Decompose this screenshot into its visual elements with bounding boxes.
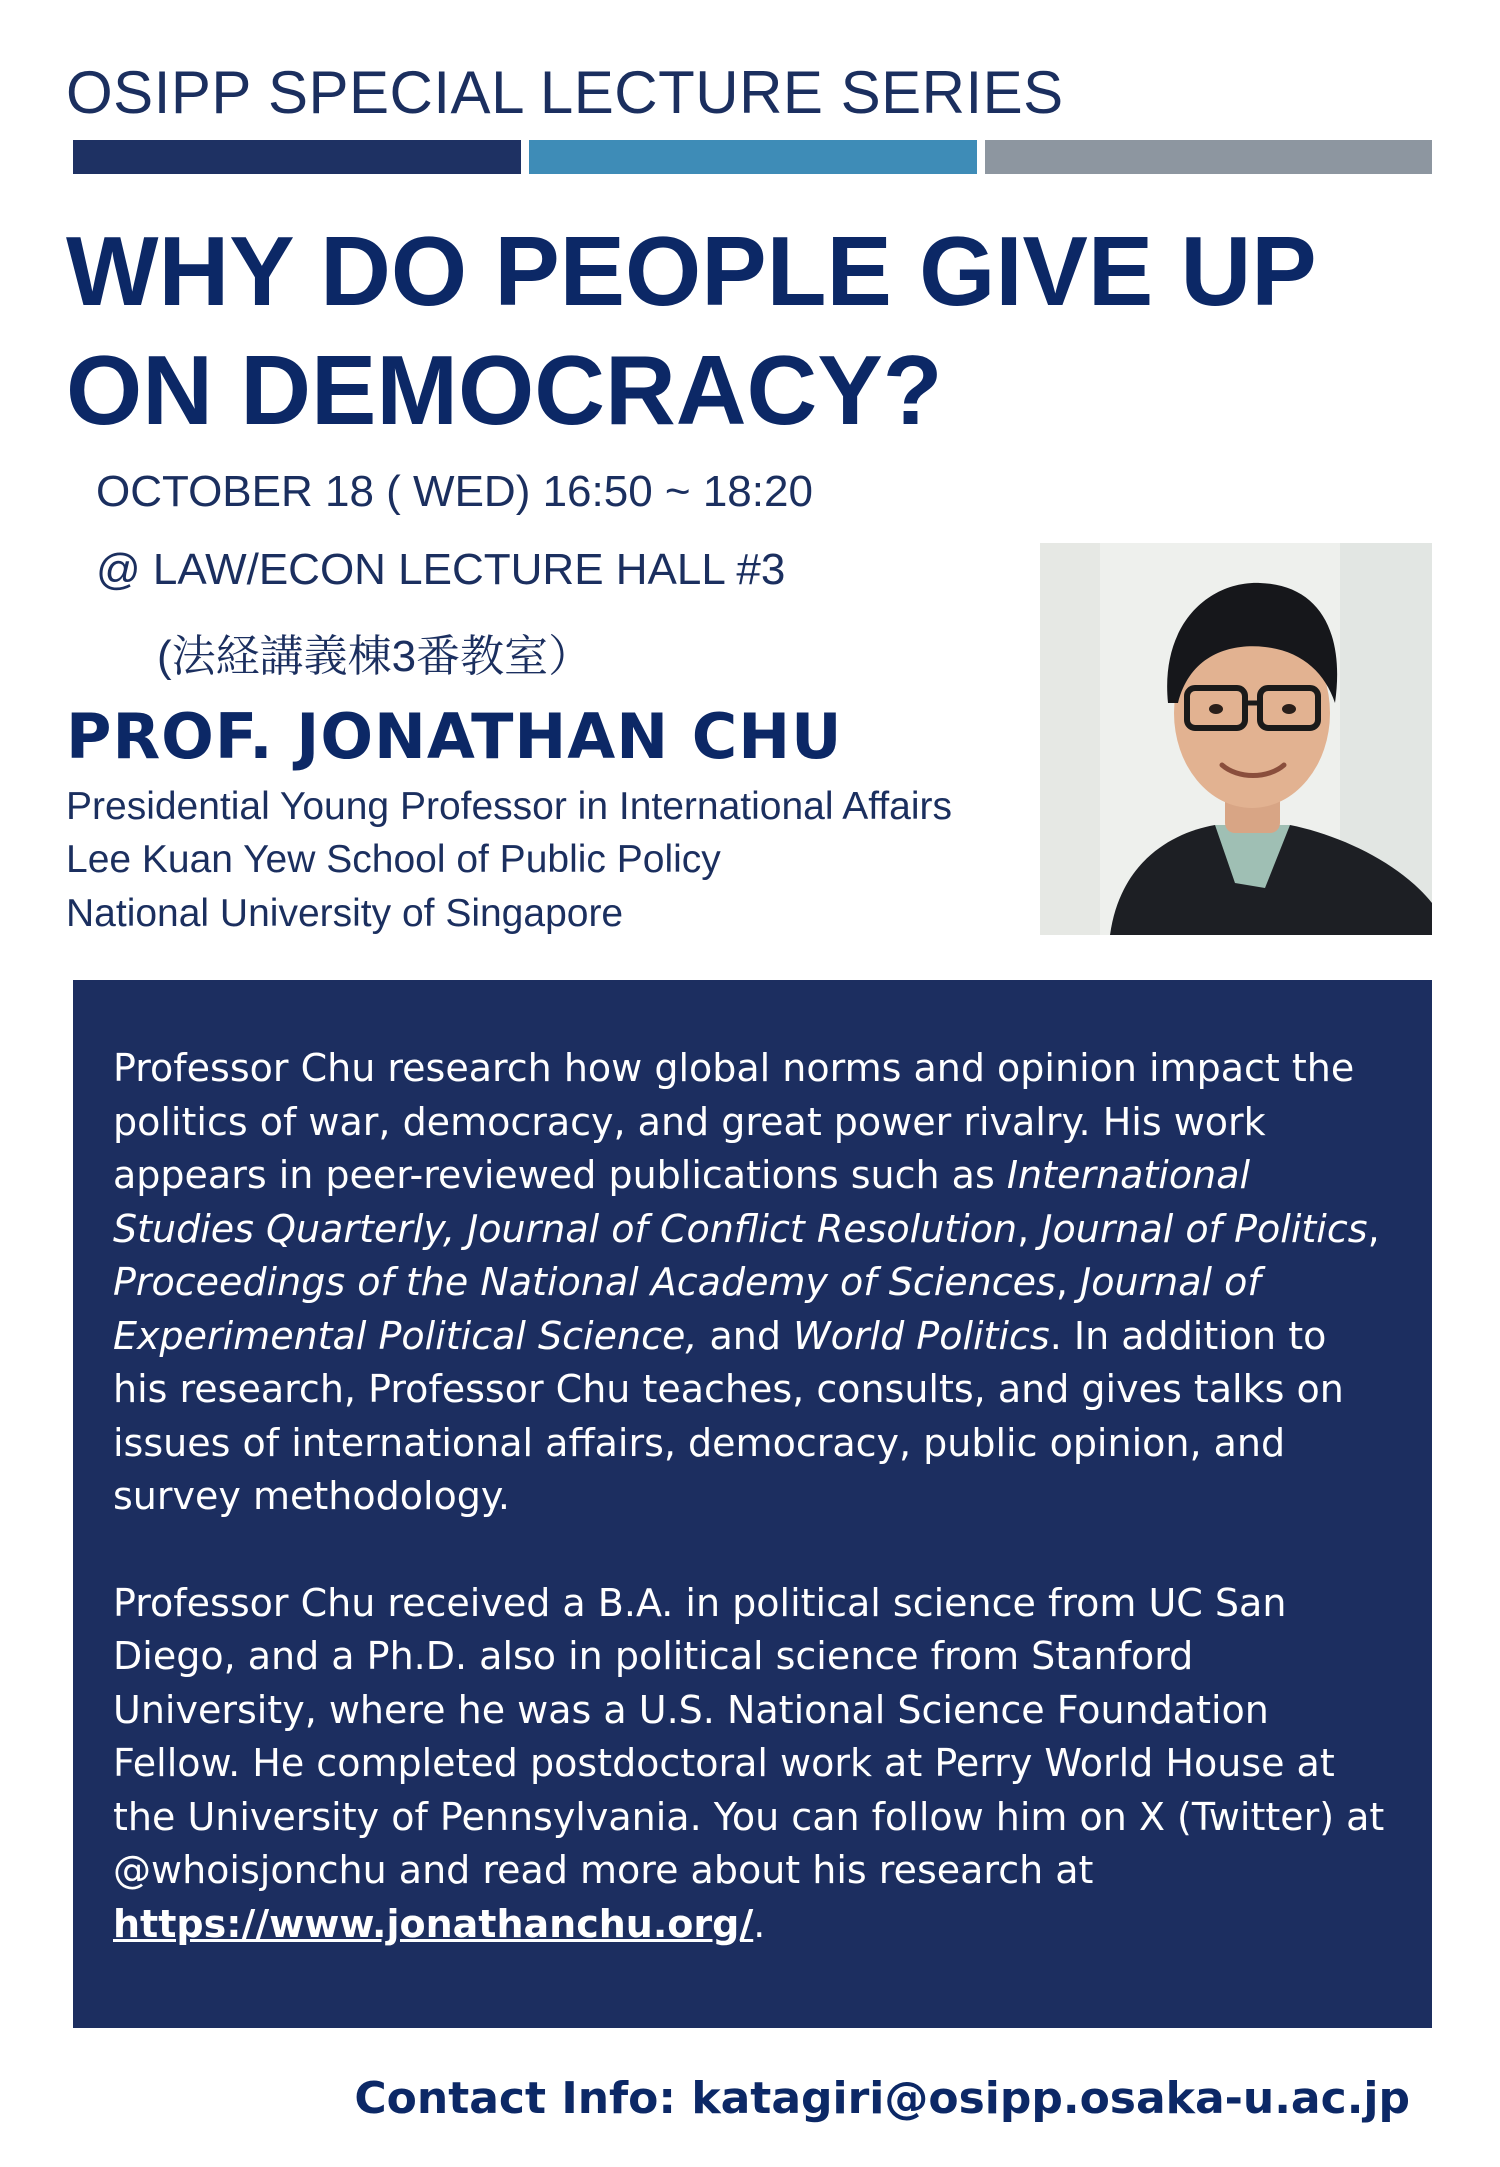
speaker-photo — [1040, 543, 1432, 935]
event-venue: @ LAW/ECON LECTURE HALL #3 — [96, 545, 786, 594]
contact-info: Contact Info: katagiri@osipp.osaka-u.ac.jp — [354, 2073, 1410, 2124]
journal-title: Proceedings of the National Academy of Sciences — [113, 1260, 1056, 1304]
bio-paragraph-research — [113, 1042, 1392, 1524]
website-link[interactable]: https://www.jonathanchu.org/ — [113, 1901, 754, 1946]
event-venue-japanese: (法経講義棟3番教室） — [157, 632, 593, 681]
speaker-portrait-illustration — [1040, 543, 1432, 935]
bio-text: , — [1017, 1206, 1042, 1251]
header-bar-blue — [529, 140, 977, 174]
bio-text: . In addition to his research, Professor Chu teaches, consults, and gives talks on issues of international affairs, democracy, public opinion, and survey methodology. — [113, 1313, 1344, 1518]
bio-text: . — [753, 1901, 766, 1946]
event-datetime: OCTOBER 18 ( WED) 16:50 ~ 18:20 — [96, 467, 813, 516]
bio-text: and — [697, 1313, 794, 1358]
lecture-title-line-2: ON DEMOCRACY? — [66, 335, 943, 445]
bio-text: , — [1055, 1260, 1081, 1304]
lecture-title — [66, 212, 1466, 450]
speaker-position: Presidential Young Professor in International Affairs — [66, 785, 953, 828]
speaker-name: PROF. JONATHAN CHU — [66, 700, 843, 773]
bio-text: Professor Chu research how global norms and opinion impact the politics of war, democracy, and great power rivalry. His work appears in peer-reviewed publications such as — [113, 1046, 1355, 1197]
bio-paragraph-education — [113, 1577, 1392, 1952]
journal-title: World Politics — [793, 1313, 1050, 1358]
journal-title: Journal of Experimental Political Science, — [113, 1260, 1261, 1358]
speaker-university: National University of Singapore — [66, 892, 624, 935]
lecture-title-line-1: WHY DO PEOPLE GIVE UP — [66, 216, 1317, 326]
header-bar-navy — [73, 140, 521, 174]
journal-title: Journal of Politics — [1041, 1206, 1368, 1251]
speaker-school: Lee Kuan Yew School of Public Policy — [66, 838, 721, 881]
series-title: OSIPP SPECIAL LECTURE SERIES — [66, 59, 1064, 126]
header-bar-gray — [985, 140, 1432, 174]
bio-text: , — [1367, 1206, 1380, 1251]
journal-title: International Studies Quarterly, Journal of Conflict Resolution — [113, 1153, 1251, 1251]
bio-panel — [73, 980, 1432, 2028]
bio-text: Professor Chu received a B.A. in political science from UC San Diego, and a Ph.D. also in political science from Stanford University, where he was a U.S. National Science Foundation Fellow. He completed postdoctoral work at Perry World House at the University of Pennsylvania. You can follow him on X (Twitter) at @whoisjonchu and read more about his research at — [113, 1580, 1385, 1892]
